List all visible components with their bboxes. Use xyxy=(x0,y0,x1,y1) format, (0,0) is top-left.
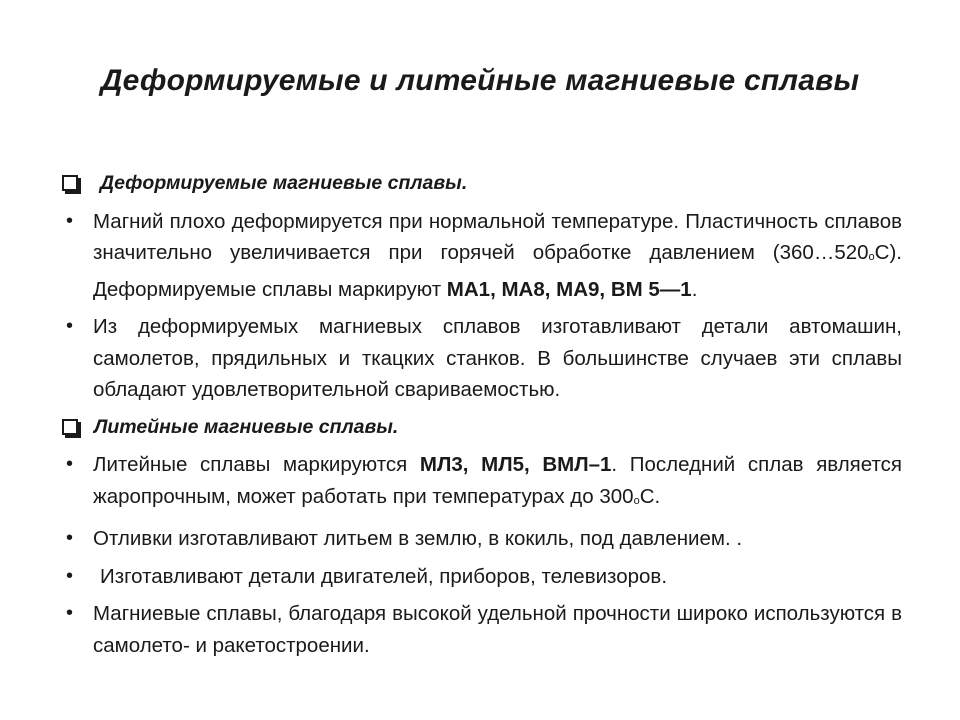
paragraph-text: Из деформируемых магниевых сплавов изготавливают детали автомашин, самолетов, прядильных и ткацких станков. В большинстве случаев эти сплавы обладают удовлетворительной свариваемостью. xyxy=(93,315,902,401)
degree-mark: o xyxy=(868,251,875,263)
section-heading-text: Деформируемые магниевые сплавы. xyxy=(100,172,468,194)
bullet-dot-icon: • xyxy=(66,315,74,337)
paragraph-text: С. xyxy=(639,484,661,508)
slide-content xyxy=(60,168,902,667)
list-item xyxy=(60,206,902,306)
paragraph-text: . xyxy=(691,277,698,301)
section-heading-cast xyxy=(60,412,902,444)
bullet-dot-icon: • xyxy=(66,209,74,232)
checkbox-icon xyxy=(62,175,78,191)
paragraph-text: Магний плохо деформируется при нормальной температуре. Пластичность сплавов значительно увеличивается при горячей обработке давлением (360…520 xyxy=(93,209,902,264)
bullet-dot-icon: • xyxy=(66,453,74,475)
alloy-codes: МА1, МА8, МА9, ВМ 5—1 xyxy=(446,277,692,301)
paragraph-text: Магниевые сплавы, благодаря высокой удельной прочности широко используются в самолето- и ракетостроении. xyxy=(93,602,902,657)
list-item xyxy=(60,598,902,661)
paragraph-text: С). Деформируемые сплавы маркируют xyxy=(93,241,902,301)
paragraph-text: . Последний сплав является жаропрочным, может работать при температурах до 300 xyxy=(93,453,903,508)
list-item xyxy=(60,311,902,406)
section-heading-text: Литейные магниевые сплавы. xyxy=(94,415,399,438)
paragraph-text: Отливки изготавливают литьем в землю, в кокиль, под давлением. . xyxy=(93,527,743,550)
list-item xyxy=(60,449,902,517)
section-heading-wrought xyxy=(60,168,902,200)
degree-mark: o xyxy=(633,494,640,507)
bullet-dot-icon: • xyxy=(66,527,74,549)
bullet-dot-icon: • xyxy=(66,602,74,624)
list-item xyxy=(60,523,902,555)
bullet-dot-icon: • xyxy=(66,564,74,587)
paragraph-text: Литейные сплавы маркируются xyxy=(93,453,420,476)
slide-title: Деформируемые и литейные магниевые сплавы xyxy=(100,64,860,97)
alloy-codes: МЛ3, МЛ5, ВМЛ–1 xyxy=(419,453,612,476)
list-item xyxy=(60,561,902,593)
paragraph-text: Изготавливают детали двигателей, приборов, телевизоров. xyxy=(100,564,668,588)
checkbox-icon xyxy=(62,419,78,435)
